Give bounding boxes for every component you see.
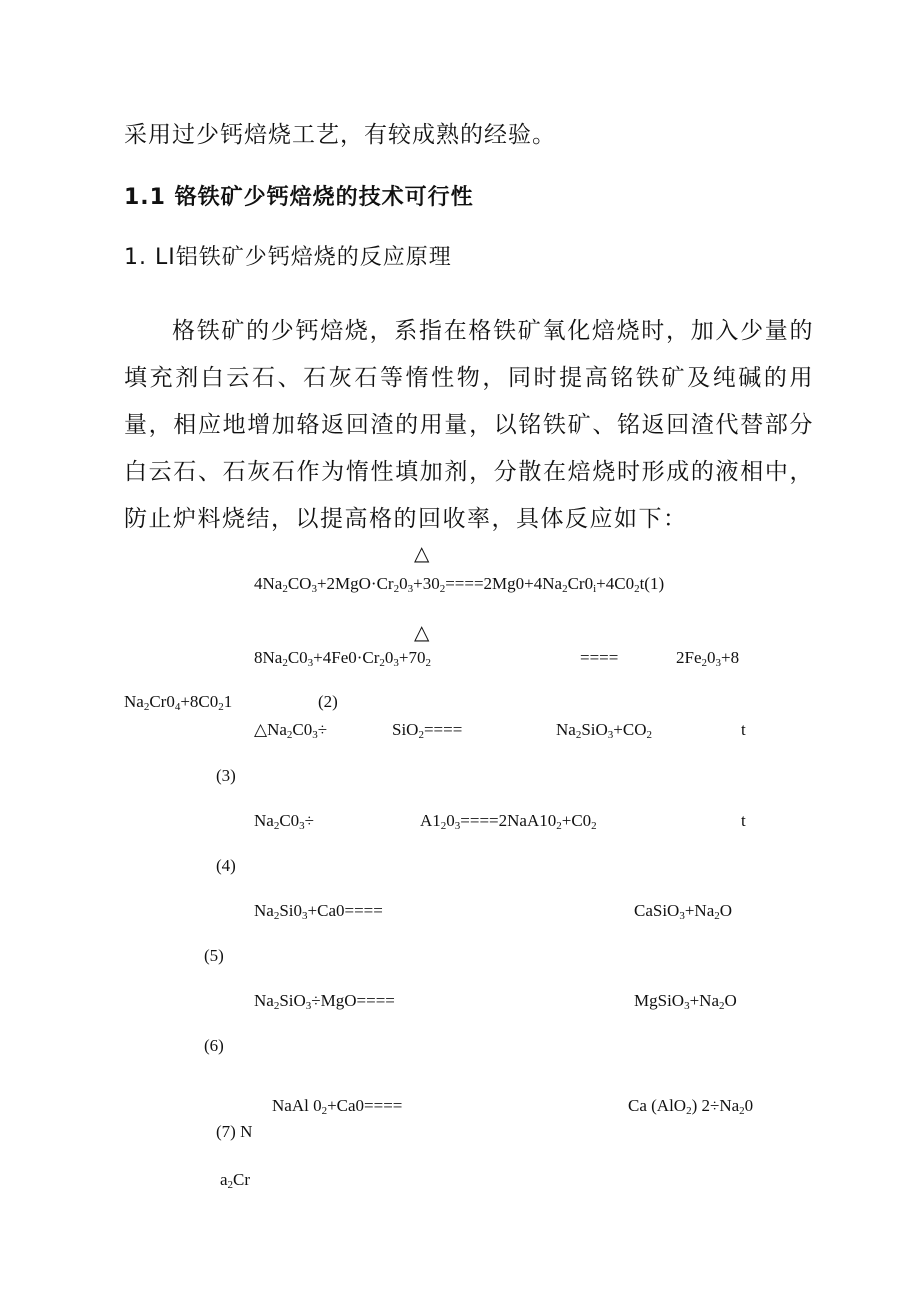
equation-2-arrow: ====	[580, 648, 619, 667]
equation-5-number: (5)	[204, 946, 224, 965]
equation-2-number: (2)	[318, 692, 338, 711]
equation-3-products: $Na_2SiO_3+CO_2$	[556, 720, 652, 741]
equation-6-products: $MgSiO_3+Na_2O$	[634, 991, 737, 1012]
equation-7-number: (7) N	[216, 1122, 253, 1141]
equation-2-right: $2Fe_20_3+8$	[676, 648, 740, 669]
equation-7-reactants: NaAl $0_2+Ca0====$	[272, 1096, 403, 1117]
equation-5-reactants: $Na_2Si0_3+Ca0====$	[254, 901, 383, 922]
equation-4-number: (4)	[216, 856, 236, 875]
equation-2-left: $8Na_2C0_3+4Fe0\cdot Cr_20_3+70_2$	[254, 648, 432, 669]
equation-6-reactants: $Na_2SiO_3\div MgO====$	[254, 991, 395, 1012]
trailing-fragment: $a_2Cr$	[220, 1170, 251, 1191]
heat-symbol-1: △	[414, 541, 430, 565]
equation-3-reactant-b: SiO$_2$====	[392, 720, 463, 741]
equation-3-reactant-a: $\triangle Na_2C0_3\div$	[254, 720, 328, 741]
equation-4-reactant-a: $Na_2C0_3\div$	[254, 811, 315, 832]
equation-4-rest: $A1_20_3====2NaA10_2+C0_2$	[420, 811, 597, 832]
heat-symbol-2: △	[414, 620, 430, 644]
section-heading-1-1-1: 1. LI铝铁矿少钙焙烧的反应原理	[124, 245, 452, 270]
equation-3-gas-arrow: t	[741, 720, 746, 739]
equation-6-number: (6)	[204, 1036, 224, 1055]
body-paragraph: 格铁矿的少钙焙烧，系指在格铁矿氧化焙烧时，加入少量的填充剂白云石、石灰石等惰性物，同时提高铭铁矿及纯碱的用量，相应地增加辂返回渣的用量，以铭铁矿、铭返回渣代替部分白云石、石灰石作为惰性填加剂，分散在焙烧时形成的液相中，防止炉料烧结，以提高格的回收率，具体反应如下：	[124, 318, 814, 532]
section-heading-1-1: 1.1 铬铁矿少钙焙烧的技术可行性	[124, 185, 474, 210]
equation-7-products: Ca (AlO$_2$) $2\div Na_20$	[628, 1096, 754, 1117]
equation-1: $4Na_2CO_3+2MgO\cdot Cr_20_3+30_2====2Mg0+4Na_2Cr0_i+4C0_2t(1)$	[254, 574, 665, 595]
intro-line: 采用过少钙焙烧工艺，有较成熟的经验。	[124, 122, 556, 148]
equation-5-products: $CaSiO_3+Na_2O$	[634, 901, 733, 922]
equation-4-gas-arrow: t	[741, 811, 746, 830]
equation-3-number: (3)	[216, 766, 236, 785]
equation-2-continuation: $Na_2Cr0_4+8C0_21$	[124, 692, 233, 713]
